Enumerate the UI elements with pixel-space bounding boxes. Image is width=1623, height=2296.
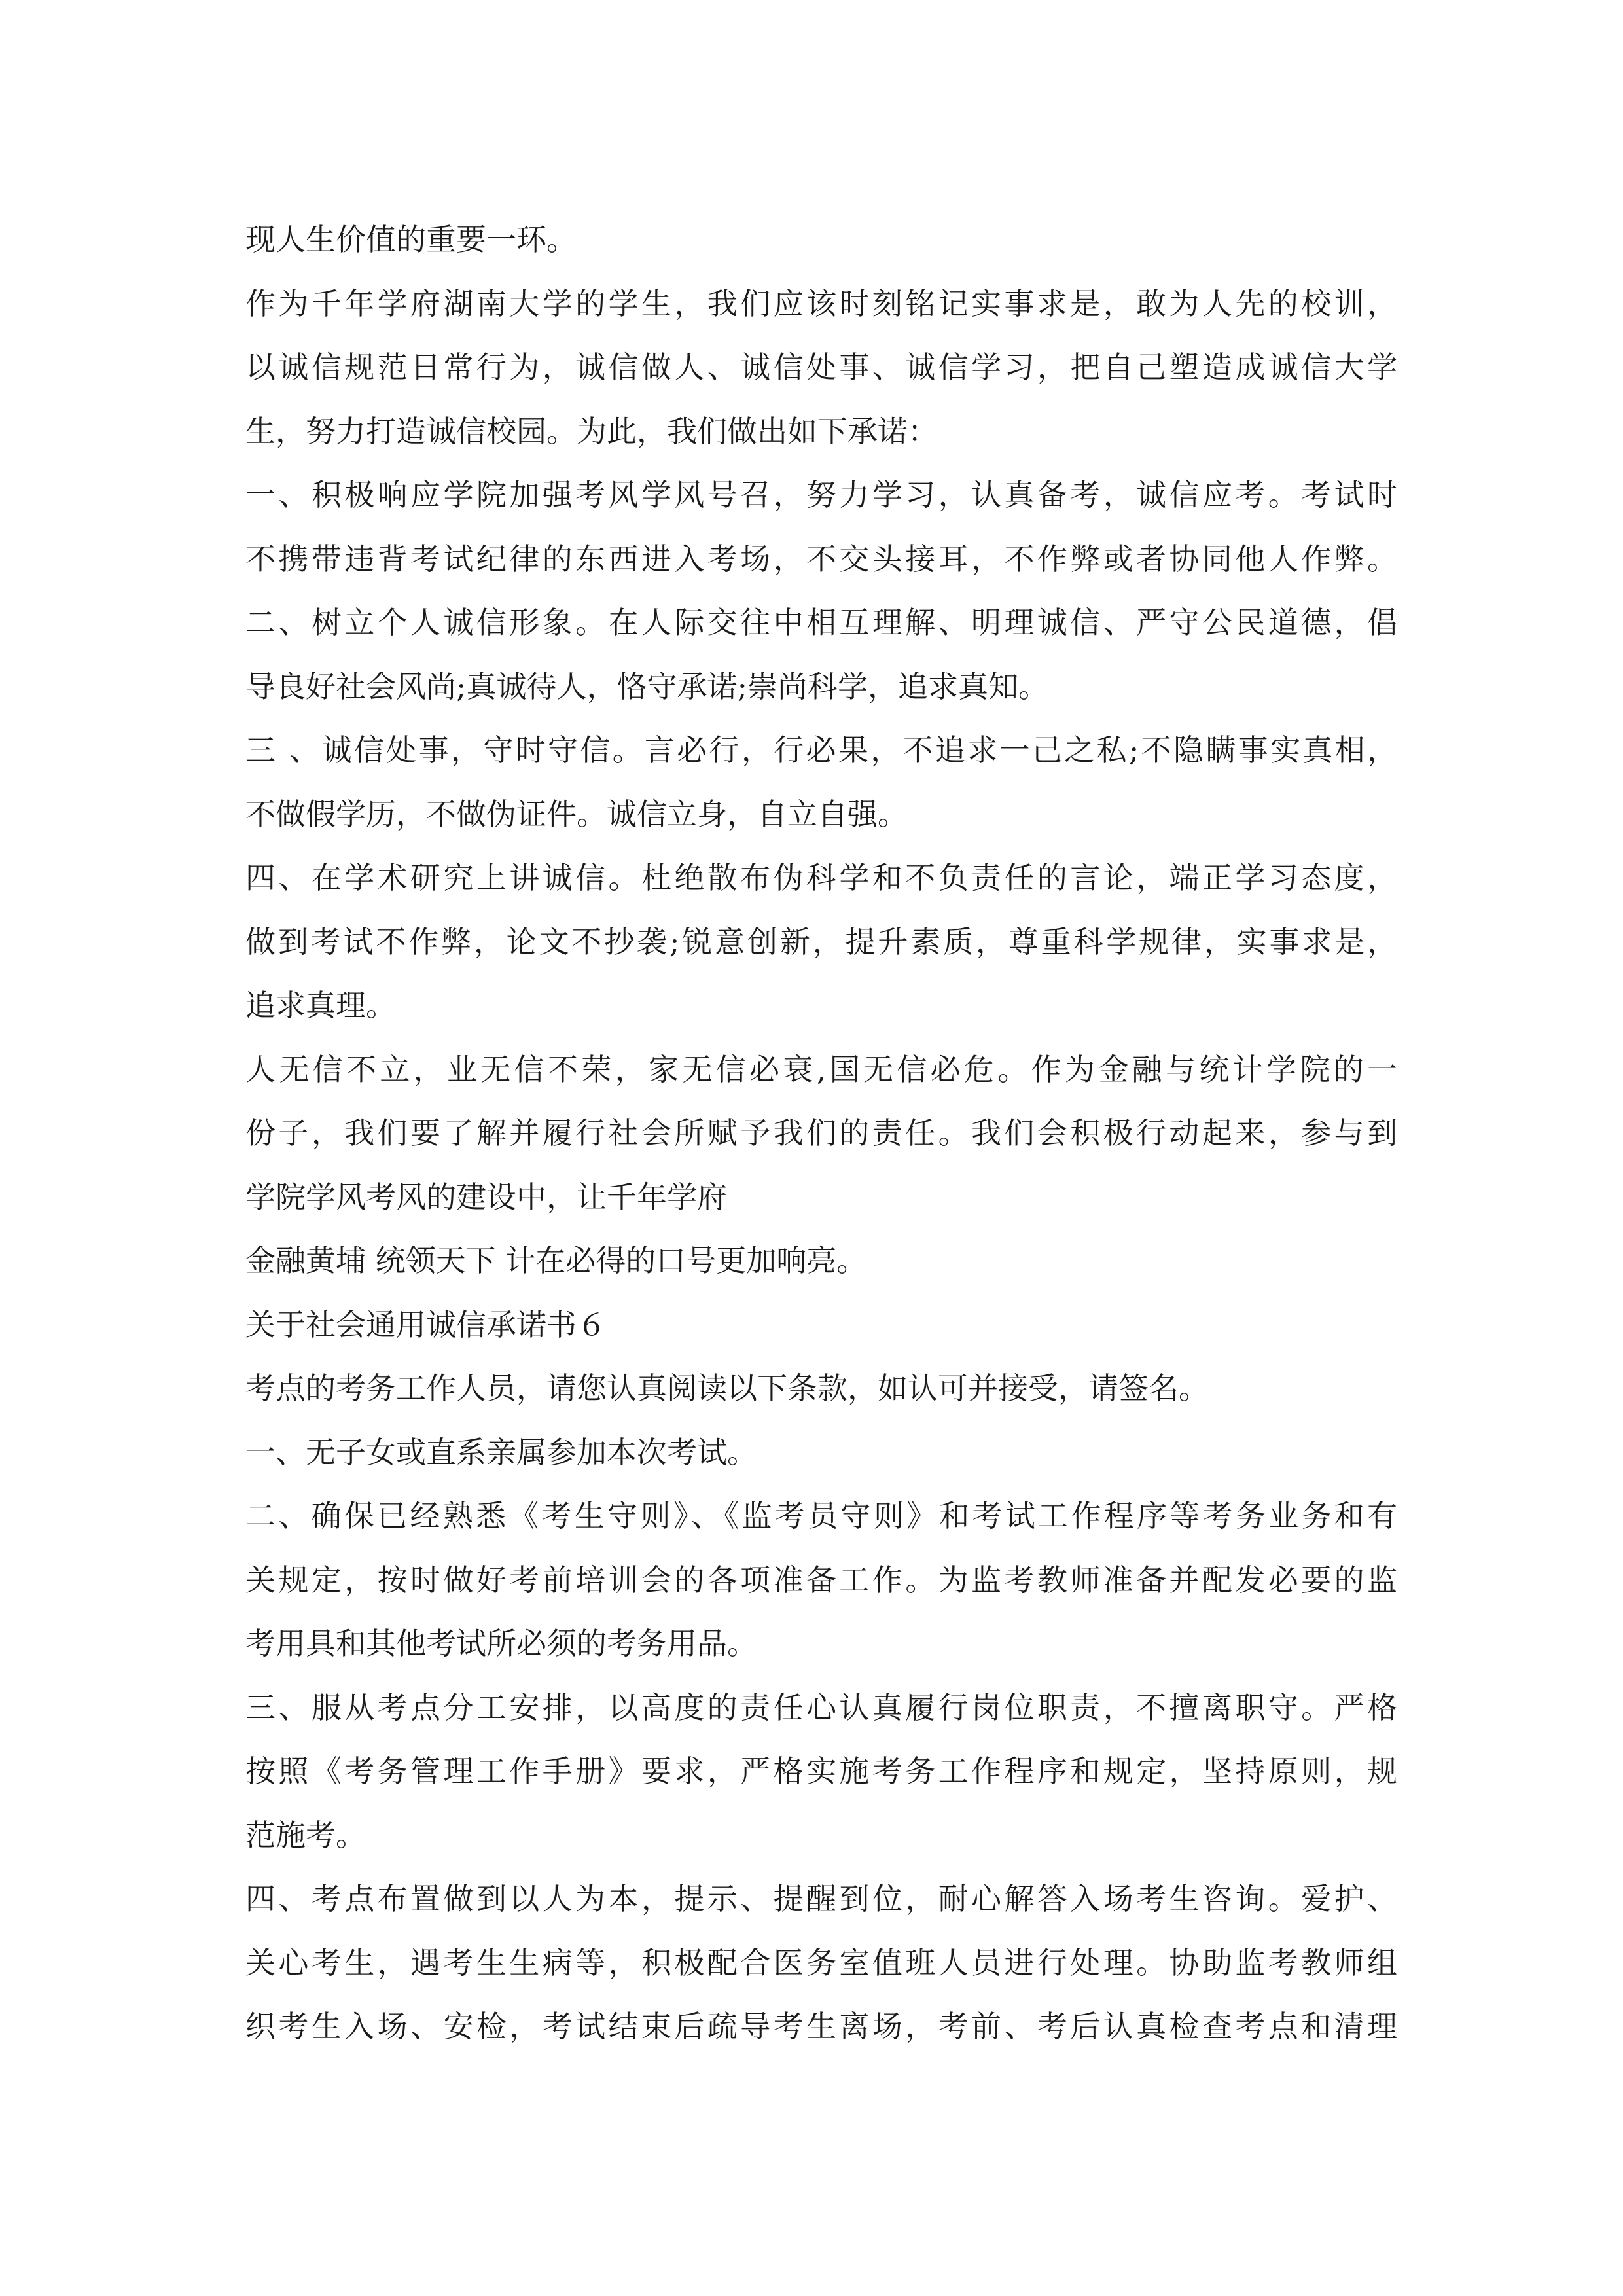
text-line: 学院学风考风的建设中，让千年学府 xyxy=(245,1179,727,1215)
text-line: 做到考试不作弊，论文不抄袭;锐意创新，提升素质，尊重科学规律，实事求是， xyxy=(245,924,1397,960)
text-line: 三 、诚信处事，守时守信。言必行，行必果，不追求一己之私;不隐瞒事实真相， xyxy=(245,732,1397,768)
text-line: 现人生价值的重要一环。 xyxy=(245,222,577,257)
text-line: 金融黄埔 统领天下 计在必得的口号更加响亮。 xyxy=(245,1243,867,1278)
text-line: 关心考生，遇考生生病等，积极配合医务室值班人员进行处理。协助监考教师组 xyxy=(245,1945,1397,1981)
text-line: 以诚信规范日常行为，诚信做人、诚信处事、诚信学习，把自己塑造成诚信大学 xyxy=(245,350,1397,385)
text-line: 考用具和其他考试所必须的考务用品。 xyxy=(245,1626,757,1661)
text-line: 四、在学术研究上讲诚信。杜绝散布伪科学和不负责任的言论，端正学习态度， xyxy=(245,860,1397,895)
text-line: 导良好社会风尚;真诚待人，恪守承诺;崇尚科学，追求真知。 xyxy=(245,668,1048,704)
text-line: 作为千年学府湖南大学的学生，我们应该时刻铭记实事求是，敢为人先的校训， xyxy=(245,285,1397,321)
text-line: 考点的考务工作人员，请您认真阅读以下条款，如认可并接受，请签名。 xyxy=(245,1371,1209,1406)
text-line: 人无信不立，业无信不荣，家无信必衰,国无信必危。作为金融与统计学院的一 xyxy=(245,1051,1397,1087)
text-line: 一、无子女或直系亲属参加本次考试。 xyxy=(245,1434,757,1470)
text-line: 不做假学历，不做伪证件。诚信立身，自立自强。 xyxy=(245,796,908,832)
text-line: 关规定，按时做好考前培训会的各项准备工作。为监考教师准备并配发必要的监 xyxy=(245,1562,1397,1598)
text-line: 生，努力打造诚信校园。为此，我们做出如下承诺： xyxy=(245,413,938,449)
text-line: 二、树立个人诚信形象。在人际交往中相互理解、明理诚信、严守公民道德，倡 xyxy=(245,605,1397,640)
text-line: 按照《考务管理工作手册》要求，严格实施考务工作程序和规定，坚持原则，规 xyxy=(245,1753,1397,1789)
text-line: 织考生入场、安检，考试结束后疏导考生离场，考前、考后认真检查考点和清理 xyxy=(245,2009,1397,2044)
text-line: 四、考点布置做到以人为本，提示、提醒到位，耐心解答入场考生咨询。爱护、 xyxy=(245,1881,1397,1916)
section-heading: 关于社会通用诚信承诺书６ xyxy=(245,1306,607,1342)
text-line: 份子，我们要了解并履行社会所赋予我们的责任。我们会积极行动起来，参与到 xyxy=(245,1115,1397,1151)
text-line: 三、服从考点分工安排，以高度的责任心认真履行岗位职责，不擅离职守。严格 xyxy=(245,1689,1397,1725)
text-line: 二、确保已经熟悉《考生守则》、《监考员守则》和考试工作程序等考务业务和有 xyxy=(245,1498,1397,1534)
text-line: 追求真理。 xyxy=(245,988,396,1023)
text-line: 一、积极响应学院加强考风学风号召，努力学习，认真备考，诚信应考。考试时 xyxy=(245,477,1397,512)
text-line: 不携带违背考试纪律的东西进入考场，不交头接耳，不作弊或者协同他人作弊。 xyxy=(245,541,1397,577)
document-body xyxy=(245,208,1397,2059)
text-line: 范施考。 xyxy=(245,1817,366,1853)
